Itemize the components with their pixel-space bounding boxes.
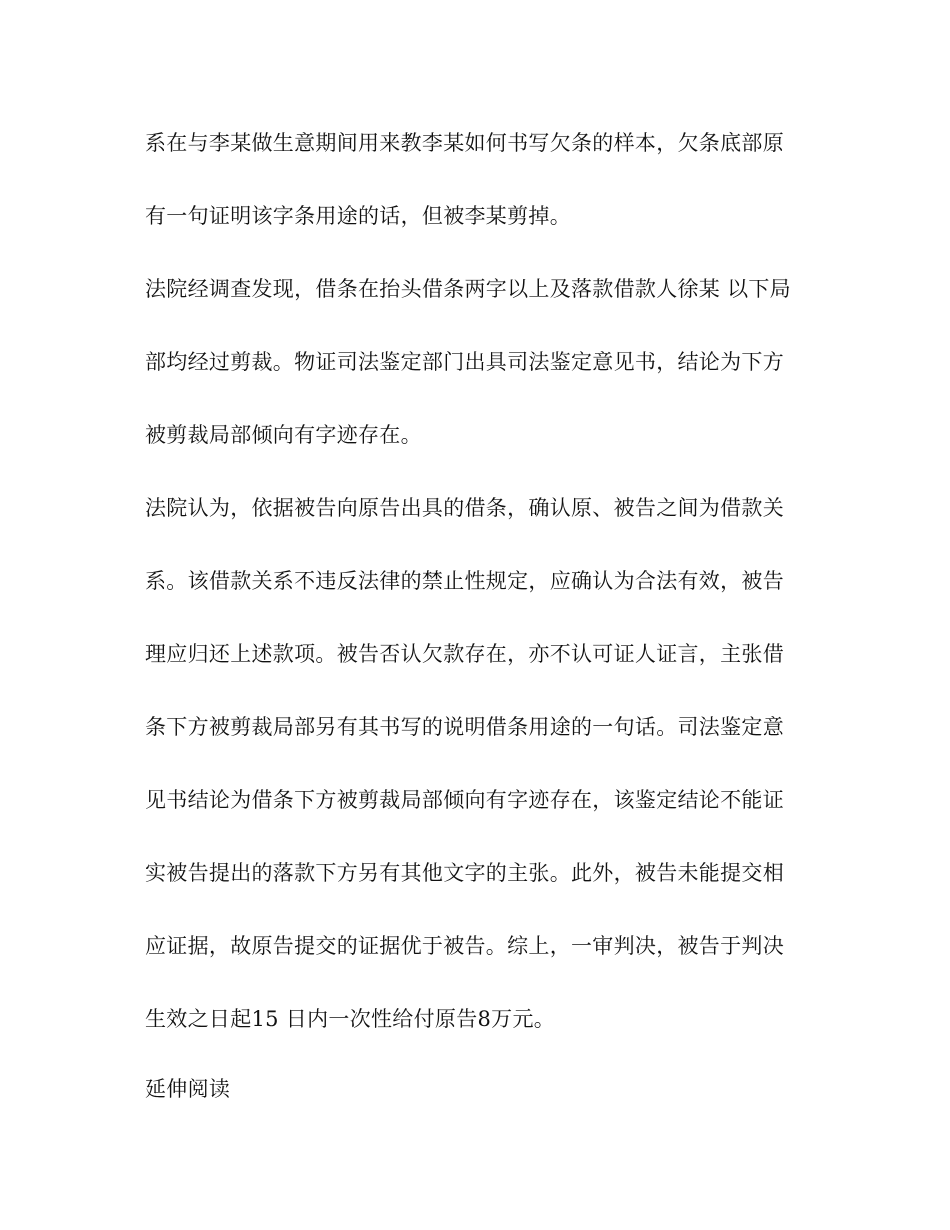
- text-line: 法院经调查发现，借条在抬头借条两字以上及落款借款人徐某 以下局: [145, 277, 791, 301]
- text-line: 系在与李某做生意期间用来教李某如何书写欠条的样本，欠条底部原: [145, 131, 784, 155]
- text-line: 应证据，故原告提交的证据优于被告。综上，一审判决，被告于判决: [145, 934, 784, 958]
- text-line: 实被告提出的落款下方另有其他文字的主张。此外，被告未能提交相: [145, 861, 784, 885]
- text-line: 系。该借款关系不违反法律的禁止性规定，应确认为合法有效，被告: [145, 569, 784, 593]
- text-line: 条下方被剪裁局部另有其书写的说明借条用途的一句话。司法鉴定意: [145, 715, 784, 739]
- text-line: 理应归还上述款项。被告否认欠款存在，亦不认可证人证言，主张借: [145, 642, 784, 666]
- text-line: 见书结论为借条下方被剪裁局部倾向有字迹存在，该鉴定结论不能证: [145, 788, 784, 812]
- text-line: 部均经过剪裁。物证司法鉴定部门出具司法鉴定意见书，结论为下方: [145, 350, 784, 374]
- text-line: 被剪裁局部倾向有字迹存在。: [145, 423, 422, 447]
- section-heading: 延伸阅读: [145, 1077, 231, 1101]
- text-line: 法院认为，依据被告向原告出具的借条，确认原、被告之间为借款关: [145, 496, 784, 520]
- text-line: 生效之日起15 日内一次性给付原告8万元。: [145, 1007, 556, 1031]
- text-line: 有一句证明该字条用途的话，但被李某剪掉。: [145, 204, 571, 228]
